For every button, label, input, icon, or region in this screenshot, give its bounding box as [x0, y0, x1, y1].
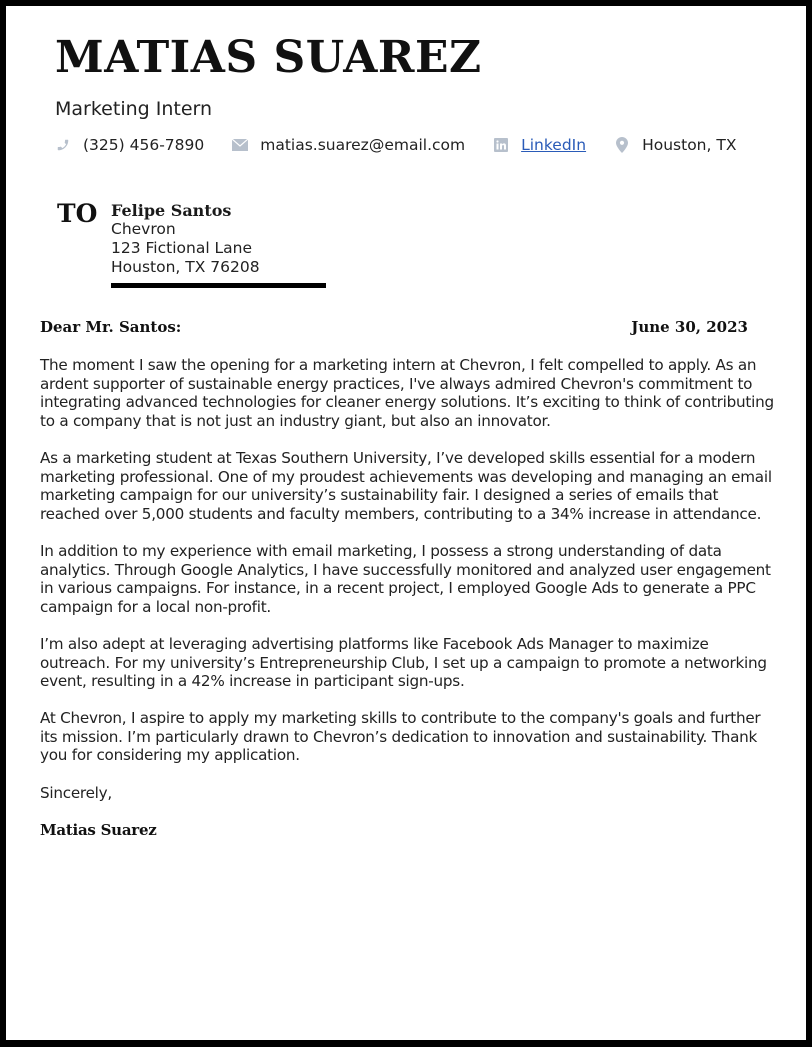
- contact-email: [232, 136, 465, 154]
- applicant-name: MATIAS SUAREZ: [55, 32, 482, 83]
- closing: Sincerely,: [40, 783, 112, 802]
- location: Houston, TX: [642, 136, 737, 154]
- map-pin-icon: [614, 137, 630, 153]
- contact-location: [614, 136, 736, 154]
- recipient-address-line2: Houston, TX 76208: [111, 258, 260, 276]
- email-address: matias.suarez@email.com: [260, 136, 466, 154]
- salutation: Dear Mr. Santos:: [40, 318, 182, 336]
- paragraph-5: At Chevron, I aspire to apply my marketing skills to contribute to the company's goals and further its mission. I’m particularly drawn to Chevron’s dedication to innovation and sustainability. Thank you for considering my application.: [40, 709, 761, 765]
- recipient-company: Chevron: [111, 220, 176, 238]
- contact-linkedin: [493, 136, 586, 154]
- salutation-row: [40, 318, 748, 336]
- paragraph-4: I’m also adept at leveraging advertising platforms like Facebook Ads Manager to maximize outreach. For my university’s Entrepreneurship Club, I set up a campaign to promote a networking event, resulting in a 42% increase in participant sign-ups.: [40, 634, 767, 691]
- recipient-address-line1: 123 Fictional Lane: [111, 239, 253, 257]
- phone-icon: [55, 137, 71, 153]
- job-title: Marketing Intern: [55, 98, 213, 120]
- recipient-name: Felipe Santos: [111, 201, 232, 220]
- signature: Matias Suarez: [40, 820, 157, 839]
- phone-number: (325) 456-7890: [83, 136, 205, 154]
- to-label: TO: [57, 199, 98, 228]
- linkedin-icon: [493, 137, 509, 153]
- recipient-details: [111, 201, 326, 288]
- linkedin-link[interactable]: LinkedIn: [521, 136, 587, 154]
- letter-body: [40, 356, 780, 858]
- envelope-icon: [232, 137, 248, 153]
- paragraph-3: In addition to my experience with email marketing, I possess a strong understanding of data analytics. Through Google Analytics, I have successfully monitored and analyzed user engagement in various campaigns. For instance, in a recent project, I employed Google Ads to generate a PPC campaign for a local non-profit.: [40, 541, 771, 616]
- letter-date: June 30, 2023: [631, 318, 748, 336]
- paragraph-1: The moment I saw the opening for a marketing intern at Chevron, I felt compelled to apply. As an ardent supporter of sustainable energy practices, I've always admired Chevron's commitment to integrating advanced technologies for cleaner energy solutions. It’s exciting to think of contributing to a company that is not just an industry giant, but also an innovator.: [40, 356, 774, 430]
- recipient-divider: [111, 283, 326, 288]
- paragraph-2: As a marketing student at Texas Southern University, I’ve developed skills essential for a modern marketing professional. One of my proudest achievements was developing and managing an email marketing campaign for our university’s sustainability fair. I designed a series of emails that reached over 5,000 students and faculty members, contributing to a 34% increase in attendance.: [40, 448, 772, 523]
- cover-letter-page: [6, 6, 806, 1040]
- contact-phone: [55, 136, 204, 154]
- contact-bar: [55, 136, 764, 154]
